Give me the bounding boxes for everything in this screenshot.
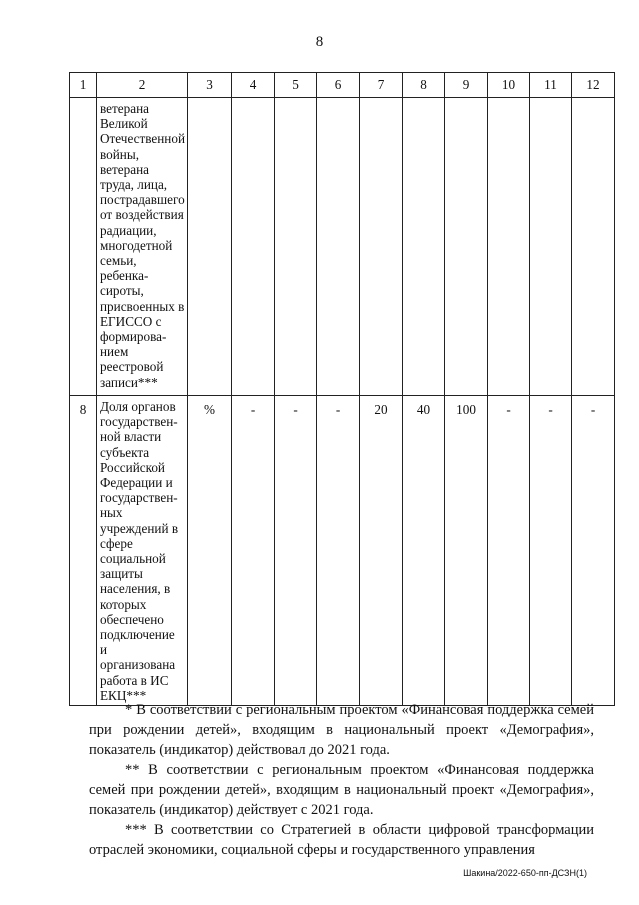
row-number-cell [70, 98, 97, 396]
table-header-row [70, 73, 615, 98]
indicator-name-cell: Доля органов государствен- ной власти субъекта Российской Федерации и государствен- ных учреждений в сфере социальной защиты населения, в которых обеспечено подключение и организована работа в ИС ЕКЦ*** [97, 396, 188, 706]
document-signature: Шакина/2022-650-пп-ДСЗН(1) [463, 868, 587, 878]
header-cell: 4 [232, 73, 275, 98]
value-cell [275, 98, 317, 396]
table-row [70, 396, 615, 706]
value-cell: 100 [445, 396, 488, 706]
header-cell: 9 [445, 73, 488, 98]
footnote: *** В соответствии со Стратегией в области цифровой трансформации отраслей экономики, социальной сферы и государственного управления [89, 822, 594, 858]
header-cell: 1 [70, 73, 97, 98]
header-cell: 12 [572, 73, 615, 98]
header-cell: 7 [360, 73, 403, 98]
value-cell: - [232, 396, 275, 706]
page-number: 8 [315, 34, 324, 50]
value-cell [445, 98, 488, 396]
header-cell: 3 [188, 73, 232, 98]
value-cell: - [275, 396, 317, 706]
value-cell [360, 98, 403, 396]
footnote: * В соответствии с региональным проектом «Финансовая поддержка семей при рождении детей», входящим в национальный проект «Демография», показатель (индикатор) действовал до 2021 года. [89, 702, 594, 758]
header-cell: 2 [97, 73, 188, 98]
value-cell: - [530, 396, 572, 706]
table-row [70, 98, 615, 396]
value-cell [403, 98, 445, 396]
header-cell: 8 [403, 73, 445, 98]
indicator-name-cell: ветерана Великой Отечественной войны, ветерана труда, лица, пострадавшего от воздействия радиации, многодетной семьи, ребенка- сироты, присвоенных в ЕГИССО с формирова- нием реестровой записи*** [97, 98, 188, 396]
unit-cell: % [188, 396, 232, 706]
value-cell: 40 [403, 396, 445, 706]
header-cell: 11 [530, 73, 572, 98]
indicator-table [69, 72, 615, 706]
value-cell [232, 98, 275, 396]
value-cell: - [572, 396, 615, 706]
footnotes [89, 700, 594, 860]
value-cell: 20 [360, 396, 403, 706]
header-cell: 6 [317, 73, 360, 98]
row-number-cell: 8 [70, 396, 97, 706]
footnote: ** В соответствии с региональным проектом «Финансовая поддержка семей при рождении детей», входящим в национальный проект «Демография», показатель (индикатор) действует с 2021 года. [89, 762, 594, 818]
value-cell [317, 98, 360, 396]
value-cell [188, 98, 232, 396]
value-cell [488, 98, 530, 396]
header-cell: 10 [488, 73, 530, 98]
value-cell: - [488, 396, 530, 706]
header-cell: 5 [275, 73, 317, 98]
value-cell [530, 98, 572, 396]
value-cell: - [317, 396, 360, 706]
value-cell [572, 98, 615, 396]
